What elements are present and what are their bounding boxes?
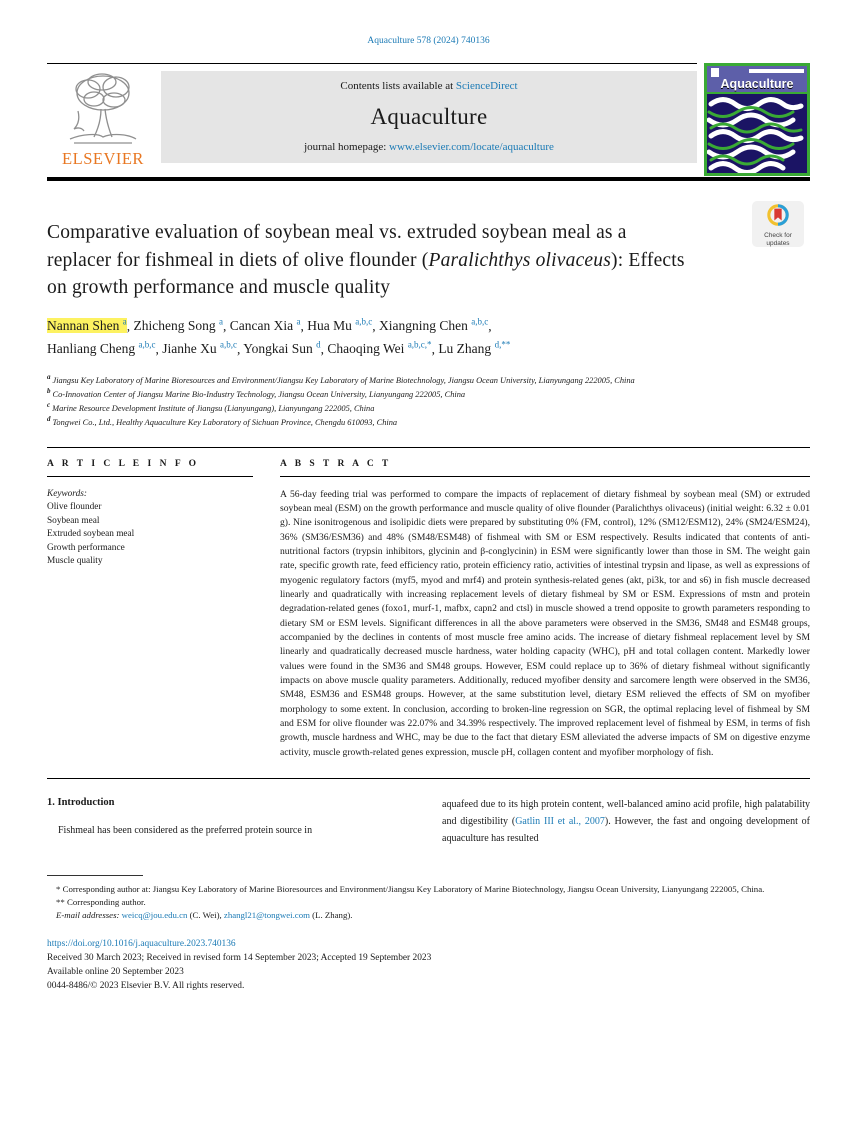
author-affiliation-sup[interactable]: a,b,c	[471, 316, 489, 327]
journal-title: Aquaculture	[370, 103, 488, 129]
author-affiliation-sup[interactable]: d,**	[494, 339, 511, 350]
affiliation-sup: d	[47, 414, 51, 423]
introduction-section	[47, 794, 810, 848]
journal-homepage-link[interactable]: www.elsevier.com/locate/aquaculture	[389, 141, 554, 153]
author-name: Zhicheng Song	[133, 318, 219, 333]
intro-paragraph-right: aquafeed due to its high protein content, well-balanced amino acid profile, high palatability and digestibility (Gatlin III et al., 2007). However, the fast and ongoing development of aquaculture has resulted	[442, 799, 811, 845]
cover-journal-title: Aquaculture	[720, 77, 794, 91]
cover-wave-pattern	[707, 94, 805, 173]
keyword-item: Olive flounder	[47, 502, 102, 512]
author	[47, 318, 127, 333]
author	[438, 341, 510, 356]
author-name: Lu Zhang	[438, 341, 495, 356]
author-affiliation-sup[interactable]: a	[122, 316, 127, 327]
abstract-heading: A B S T R A C T	[280, 459, 810, 477]
author-affiliation-sup[interactable]: a,b,c,*	[407, 339, 432, 350]
masthead-bottom-rule	[47, 177, 810, 181]
affiliation-item: $^b$ Co-Innovation Center of Jiangsu Marine Bio-Industry Technology, Jiangsu Ocean University, Lianyungang 222005, China	[47, 386, 466, 399]
elsevier-logo[interactable]	[47, 71, 159, 177]
author	[327, 341, 431, 356]
article-footer	[47, 937, 810, 993]
cover-publisher-mark	[711, 68, 719, 77]
journal-cover-thumbnail[interactable]	[704, 63, 810, 176]
author-affiliation-sup[interactable]: a,b,c	[355, 316, 373, 327]
author-list: Nannan Shen $^a$, Zhicheng Song $^a$, Cancan Xia $^a$, Hua Mu $^{a,b,c}$, Xiangning Chen $^{a,b,c}$, Hanliang Cheng $^{a,b,c}$, Jianhe Xu $^{a,b,c}$, Yongkai Sun $^d$, Chaoqing Wei $^{a,b,c,*}$, Lu Zhang $^{d,**}$	[47, 316, 511, 356]
author-name: Yongkai Sun	[243, 341, 317, 356]
keyword-item: Soybean meal	[47, 515, 100, 526]
author-affiliation-sup[interactable]: d	[316, 339, 321, 350]
elsevier-wordmark: ELSEVIER	[62, 149, 144, 168]
journal-cover-art	[707, 66, 807, 173]
check-for-updates-badge[interactable]	[752, 201, 804, 247]
author-name: Cancan Xia	[229, 318, 297, 333]
cover-top-strip	[707, 66, 807, 94]
citation-header-link[interactable]: Aquaculture 578 (2024) 740136	[367, 36, 490, 46]
abstract-column	[280, 459, 810, 761]
journal-header-box	[161, 71, 697, 163]
article-info-column	[47, 459, 253, 761]
footnote-rule	[47, 875, 143, 876]
email-link-zhang[interactable]: zhangl21@tongwei.com	[223, 909, 310, 920]
crossmark-icon	[767, 213, 789, 230]
contents-lists-line: Contents lists available at ScienceDirect	[340, 80, 518, 92]
affiliation-sup: b	[47, 386, 51, 395]
cover-top-bar	[749, 69, 804, 73]
affiliation-list	[47, 372, 810, 428]
abstract-text: A 56-day feeding trial was performed to compare the impacts of replacement of dietary fishmeal by soybean meal (SM) or extruded soybean meal (ESM) on the growth performance and muscle quality of olive flounder (Paralichthys olivaceus) (initial weight: 6.32 ± 0.01 g). Nine isonitrogenous and isolipidic diets were prepared by substituting 0% (FM, control), 12% (SM12/ESM12), 24% (SM24/ESM24), 36% (SM36/ESM36) and 48% (SM48/ESM48) of fishmeal with SM or ESM respectively. Results indicated that contents of anti-nutritional factors (trypsin inhibitors, glycinin and β-conglycinin) in ESM were significantly lower than those in SM. The weight gain rate, specific growth rate, feed efficiency ratio, protein efficiency ratio, activities of intestinal trypsin and lipase, as well as expressions of myogenic regulatory factors (myf5, myod and mrf4) and protein synthesis-related genes (akt, pi3k, tor and s6) in fish muscle decreased linearly and quadratically with increasing replacement levels of dietary fishmeal by SM or ESM. Expressions of mstn and protein degradation-related genes (foxo1, murf-1, mafbx, capn2 and ctsl) in muscle showed a trend opposite to growth parameters responding to dietary SM or ESM levels. Significant differences in all the above parameters were observed in the SM36, SM48 and ESM48 groups, accompanied by the declines in contents of most muscle free amino acids. The increase of dietary fishmeal replacement level by SM linearly and quadratically decreased muscle hardness, water holding capacity (WHC), pH and total collagen content. Markedly lower values were found in the SM36 and SM48 groups. However, ESM could replace up to 36% of dietary fishmeal without significantly impacts on above muscle quality parameters. Additionally, reduced myofiber density and sarcomere length were observed in the SM36, SM48, ESM36 and ESM48 groups. However, at the same substitution level, dietary ESM relieved the effects of SM on myofiber morphology to some extent. In conclusion, according to broken-line regression on SGR, the optimal replacing level of fishmeal by SM and ESM for olive flounder was 22.07% and 34.39% respectively. The improved replacement level of fishmeal by ESM, in terms of fish growth, muscle hardness and WHC, may be due to the fact that dietary ESM alleviated the adverse impacts of SM on digestive enzyme activity, muscle growth-related genes expression, muscle pH, collagen content and myofiber morphology of fish.	[280, 488, 810, 758]
author	[307, 318, 372, 333]
affiliation-item: $^a$ Jiangsu Key Laboratory of Marine Bioresources and Environment/Jiangsu Key Laboratory of Marine Biotechnology, Jiangsu Ocean University, Lianyungang 222005, China	[47, 372, 635, 385]
article-info-heading: A R T I C L E I N F O	[47, 459, 253, 477]
keyword-item: Growth performance	[47, 542, 125, 553]
author	[230, 318, 301, 333]
author-name: Hua Mu	[307, 318, 356, 333]
affiliation-item: $^c$ Marine Resource Development Institute of Jiangsu (Lianyungang), Lianyungang 222005, China	[47, 400, 375, 413]
title-block	[47, 219, 810, 302]
author-name: Xiangning Chen	[378, 318, 472, 333]
email-addresses-line: E-mail addresses: weicq@jou.edu.cn (C. Wei), zhangl21@tongwei.com (L. Zhang).	[56, 909, 353, 920]
footnote-block	[47, 875, 810, 922]
author	[133, 318, 223, 333]
available-online-line: Available online 20 September 2023	[47, 966, 184, 977]
species-name: Paralichthys olivaceus	[428, 249, 612, 271]
author-affiliation-sup[interactable]: a	[218, 316, 223, 327]
keyword-item: Extruded soybean meal	[47, 529, 135, 539]
introduction-heading: 1. Introduction	[47, 797, 115, 809]
author-name: Hanliang Cheng	[47, 341, 139, 356]
keyword-item: Muscle quality	[47, 556, 103, 566]
elsevier-tree-icon	[47, 71, 159, 151]
info-abstract-section	[47, 447, 810, 780]
author	[243, 341, 320, 356]
affiliation-sup: a	[47, 372, 51, 381]
intro-paragraph-left: Fishmeal has been considered as the preferred protein source in	[58, 825, 313, 837]
author-affiliation-sup[interactable]: a	[296, 316, 301, 327]
corresponding-author-note-1: * Corresponding author at: Jiangsu Key Laboratory of Marine Bioresources and Environment/Jiangsu Key Laboratory of Marine Biotechnology, Jiangsu Ocean University, Lianyungang 222005, China.	[56, 883, 765, 894]
author-name: Nannan Shen	[47, 318, 123, 333]
author	[162, 341, 237, 356]
author-affiliation-sup[interactable]: a,b,c	[219, 339, 237, 350]
author-name: Jianhe Xu	[162, 341, 220, 356]
author-affiliation-sup[interactable]: a,b,c	[138, 339, 156, 350]
sciencedirect-link[interactable]: ScienceDirect	[455, 80, 518, 92]
keyword-list	[47, 501, 253, 569]
intro-right-column	[442, 794, 810, 848]
author-name: Chaoqing Wei	[327, 341, 408, 356]
author	[47, 341, 155, 356]
email-link-wei[interactable]: weicq@jou.edu.cn	[121, 909, 188, 920]
received-dates-line: Received 30 March 2023; Received in revised form 14 September 2023; Accepted 19 September 2023	[47, 952, 432, 963]
intro-left-column	[47, 794, 415, 848]
paper-title: Comparative evaluation of soybean meal vs. extruded soybean meal as a replacer for fishmeal in diets of olive flounder (Paralichthys olivaceus): Effects on growth performance and muscle quality	[47, 222, 685, 298]
affiliation-item: $^d$ Tongwei Co., Ltd., Healthy Aquaculture Key Laboratory of Sichuan Province, Chengdu 610093, China	[47, 414, 398, 427]
author	[379, 318, 488, 333]
affiliation-sup: c	[47, 400, 51, 409]
doi-link[interactable]: https://doi.org/10.1016/j.aquaculture.2023.740136	[47, 938, 236, 949]
corresponding-author-note-2: ** Corresponding author.	[56, 896, 146, 907]
issn-copyright-line: 0044-8486/© 2023 Elsevier B.V. All rights reserved.	[47, 980, 245, 991]
check-for-updates-label: Check for updates	[764, 232, 792, 247]
gatlin-citation-link[interactable]: Gatlin III et al., 2007	[515, 816, 605, 828]
masthead-left	[47, 63, 697, 177]
journal-homepage-line: journal homepage: www.elsevier.com/locate/aquaculture	[304, 141, 554, 153]
keywords-label: Keywords:	[47, 488, 87, 499]
journal-masthead	[47, 63, 810, 177]
